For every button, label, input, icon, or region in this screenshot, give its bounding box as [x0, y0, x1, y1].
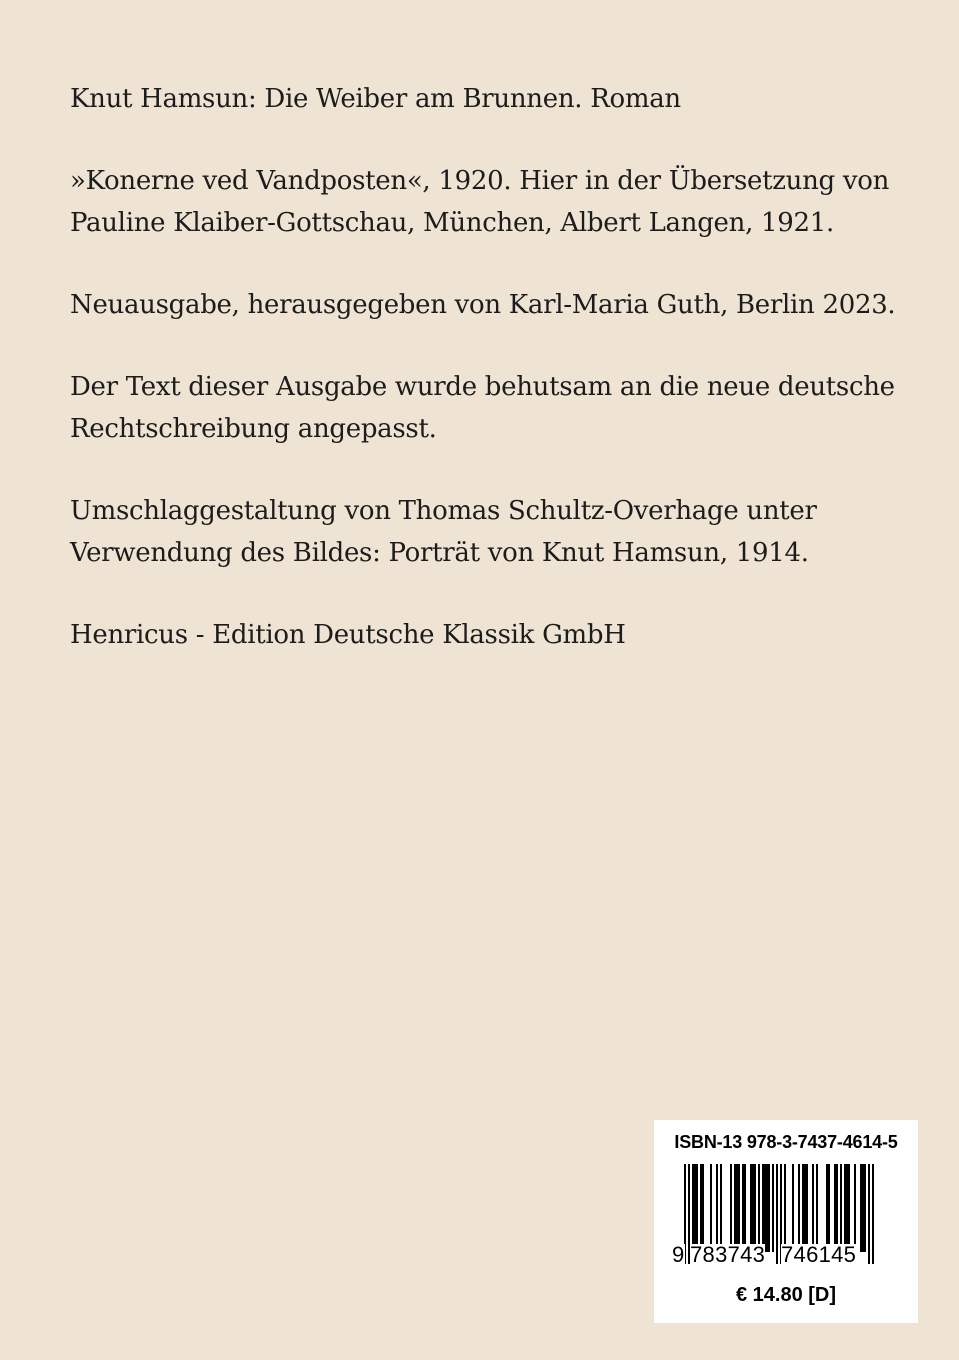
barcode-bar [702, 1164, 704, 1252]
spelling-line-1: Der Text dieser Ausgabe wurde behutsam an die neue deutsche [70, 372, 895, 402]
barcode-bar [816, 1164, 818, 1252]
barcode-bar [736, 1164, 738, 1252]
barcode-bar [828, 1164, 830, 1252]
original-edition-paragraph [70, 160, 890, 244]
publisher-paragraph [70, 614, 890, 656]
barcode-bar [840, 1164, 842, 1252]
barcode-bar [692, 1164, 694, 1252]
barcode-bar [716, 1164, 718, 1252]
spelling-paragraph [70, 366, 895, 450]
barcode-bar [802, 1164, 804, 1252]
barcode-bar [854, 1164, 856, 1252]
barcode-bar [836, 1164, 838, 1252]
barcode-bar [834, 1164, 836, 1252]
edition-paragraph [70, 284, 896, 326]
barcode-guard-bar [868, 1164, 870, 1264]
cover-line-1: Umschlaggestaltung von Thomas Schultz-Overhage unter [70, 496, 817, 526]
barcode-bar [734, 1164, 736, 1252]
barcode-bar [744, 1164, 746, 1252]
barcode-bar [806, 1164, 808, 1252]
barcode-bar [752, 1164, 754, 1252]
barcode-bar [758, 1164, 760, 1252]
barcode-bar [696, 1164, 698, 1252]
barcode-bar [784, 1164, 786, 1252]
barcode-bar [764, 1164, 766, 1252]
barcode-bar [864, 1164, 866, 1252]
barcode-digits-left: 783743 [690, 1242, 766, 1267]
barcode-bar [762, 1164, 764, 1252]
barcode-label [654, 1120, 918, 1323]
barcode-bar [742, 1164, 744, 1252]
barcode-bar [720, 1164, 722, 1252]
barcode-digits-right: 746145 [781, 1242, 857, 1267]
publisher-line: Henricus - Edition Deutsche Klassik GmbH [70, 620, 626, 650]
spelling-line-2: Rechtschreibung angepasst. [70, 414, 437, 444]
barcode-bar [738, 1164, 740, 1252]
barcode-bar [754, 1164, 756, 1252]
edition-line: Neuausgabe, herausgegeben von Karl-Maria Guth, Berlin 2023. [70, 290, 896, 320]
barcode-digit-first: 9 [672, 1242, 685, 1267]
cover-line-2: Verwendung des Bildes: Porträt von Knut Hamsun, 1914. [70, 538, 809, 568]
barcode-bar [768, 1164, 770, 1252]
barcode-bar [860, 1164, 862, 1252]
barcode-bar [812, 1164, 814, 1252]
barcode-bar [700, 1164, 702, 1252]
barcode-bar [730, 1164, 732, 1252]
cover-credit-paragraph [70, 490, 890, 574]
isbn-text: ISBN-13 978-3-7437-4614-5 [674, 1132, 898, 1152]
barcode-bar [750, 1164, 752, 1252]
barcode-bar [848, 1164, 850, 1252]
title-paragraph [70, 78, 890, 120]
title-line: Knut Hamsun: Die Weiber am Brunnen. Roman [70, 84, 681, 114]
original-line-2: Pauline Klaiber-Gottschau, München, Albert Langen, 1921. [70, 208, 834, 238]
price-text: € 14.80 [D] [735, 1284, 837, 1306]
barcode-bar [826, 1164, 828, 1252]
barcode-bar [844, 1164, 846, 1252]
barcode-bar [804, 1164, 806, 1252]
barcode-guard-bar [776, 1164, 778, 1264]
barcode-bar [862, 1164, 864, 1252]
barcode-bar [710, 1164, 712, 1252]
barcode-bar [772, 1164, 774, 1252]
original-line-1: »Konerne ved Vandposten«, 1920. Hier in der Übersetzung von [70, 166, 890, 196]
barcode-guard-bar [872, 1164, 874, 1264]
barcode-bar [766, 1164, 768, 1252]
barcode-bar [798, 1164, 800, 1252]
barcode-bar [792, 1164, 794, 1252]
barcode-bar [694, 1164, 696, 1252]
barcode-bar [846, 1164, 848, 1252]
